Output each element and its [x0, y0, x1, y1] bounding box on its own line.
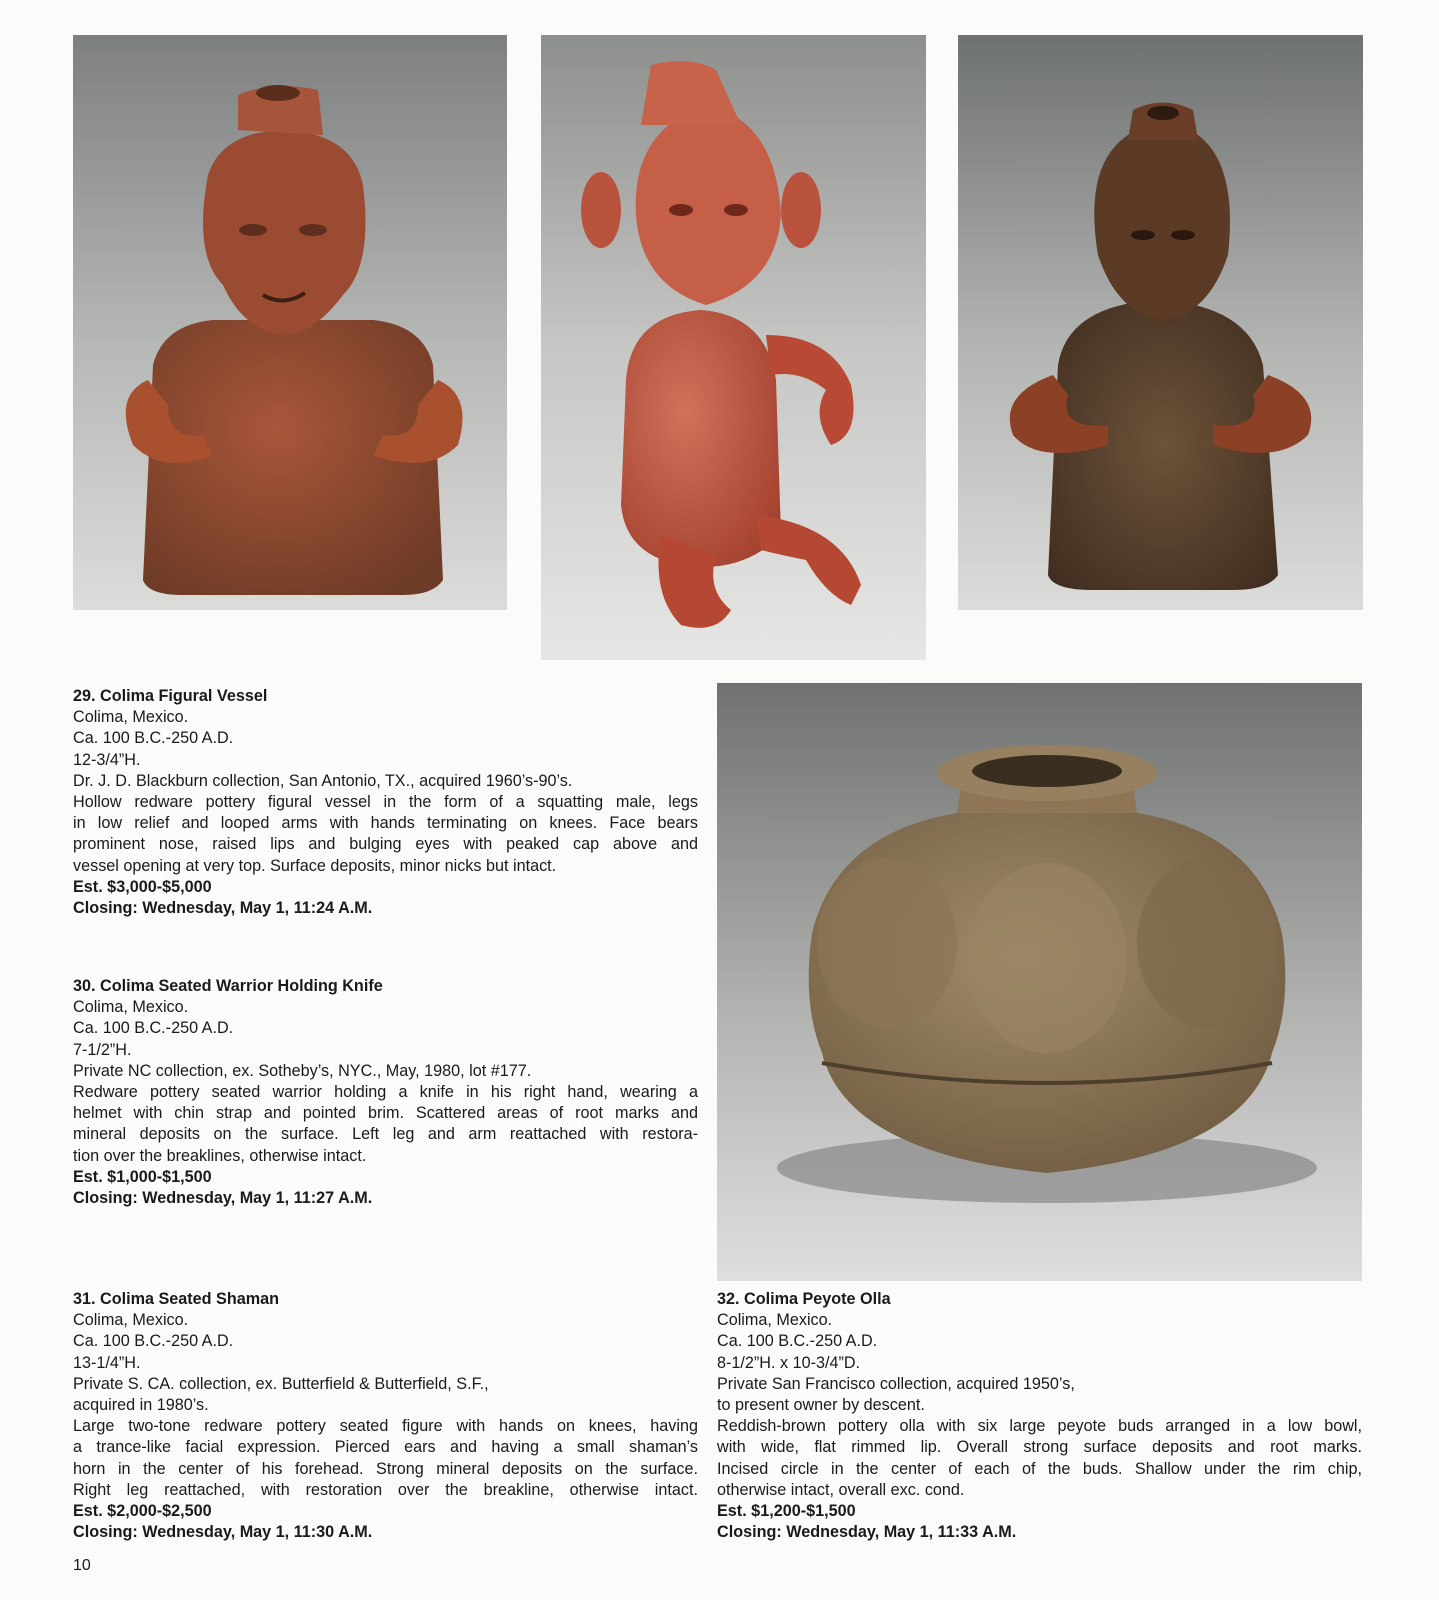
- lot-title: 32. Colima Peyote Olla: [717, 1290, 891, 1308]
- lot-provenance: Dr. J. D. Blackburn collection, San Antonio, TX., acquired 1960’s-90’s.: [73, 771, 573, 790]
- lot-provenance: Private S. CA. collection, ex. Butterfield & Butterfield, S.F.,: [73, 1374, 489, 1393]
- lot-30-photo: [541, 35, 926, 660]
- lot-description-line: Incised circle in the center of each of the buds. Shallow under the rim chip,: [717, 1459, 1362, 1478]
- lot-closing: Closing: Wednesday, May 1, 11:27 A.M.: [73, 1189, 373, 1208]
- lot-description-line: with wide, flat rimmed lip. Overall strong surface deposits and root marks.: [717, 1438, 1362, 1457]
- lot-origin: Colima, Mexico.: [73, 708, 189, 727]
- lot-description-line: mineral deposits on the surface. Left leg and arm reattached with restora-: [73, 1125, 698, 1144]
- lot-30: [73, 976, 698, 1209]
- lot-description-line: Redware pottery seated warrior holding a knife in his right hand, wearing a: [73, 1083, 698, 1102]
- lot-estimate: Est. $3,000-$5,000: [73, 877, 212, 896]
- page-number: 10: [73, 1557, 91, 1574]
- lot-dimensions: 7-1/2”H.: [73, 1040, 132, 1059]
- lot-origin: Colima, Mexico.: [73, 998, 189, 1017]
- lot-32-photo: [717, 683, 1362, 1281]
- lot-description-line: Right leg reattached, with restoration over the breakline, otherwise intact.: [73, 1480, 698, 1499]
- lot-provenance: to present owner by descent.: [717, 1396, 925, 1415]
- lot-estimate: Est. $1,200-$1,500: [717, 1502, 856, 1521]
- lot-dimensions: 12-3/4”H.: [73, 750, 141, 769]
- lot-description-line: tion over the breaklines, otherwise intact.: [73, 1146, 367, 1165]
- lot-provenance: acquired in 1980’s.: [73, 1396, 209, 1415]
- lot-estimate: Est. $1,000-$1,500: [73, 1167, 212, 1186]
- lot-date: Ca. 100 B.C.-250 A.D.: [73, 729, 234, 748]
- lot-description-line: Hollow redware pottery figural vessel in the form of a squatting male, legs: [73, 793, 698, 812]
- lot-description-line: a trance-like facial expression. Pierced ears and having a small shaman’s: [73, 1438, 698, 1457]
- lot-description-line: otherwise intact, overall exc. cond.: [717, 1480, 965, 1499]
- lot-provenance: Private NC collection, ex. Sotheby’s, NYC., May, 1980, lot #177.: [73, 1061, 532, 1080]
- lot-date: Ca. 100 B.C.-250 A.D.: [73, 1332, 234, 1351]
- lot-description-line: vessel opening at very top. Surface deposits, minor nicks but intact.: [73, 856, 557, 875]
- lot-title: 31. Colima Seated Shaman: [73, 1290, 280, 1308]
- lot-dimensions: 13-1/4”H.: [73, 1353, 141, 1372]
- lot-origin: Colima, Mexico.: [717, 1311, 833, 1330]
- lot-estimate: Est. $2,000-$2,500: [73, 1502, 212, 1521]
- lot-origin: Colima, Mexico.: [73, 1311, 189, 1330]
- lot-date: Ca. 100 B.C.-250 A.D.: [717, 1332, 878, 1351]
- lot-29: [73, 686, 698, 919]
- lot-29-photo: [73, 35, 507, 610]
- lot-date: Ca. 100 B.C.-250 A.D.: [73, 1019, 234, 1038]
- lot-31: [73, 1289, 698, 1543]
- lot-closing: Closing: Wednesday, May 1, 11:30 A.M.: [73, 1523, 373, 1542]
- lot-title: 29. Colima Figural Vessel: [73, 687, 268, 705]
- lot-description-line: Large two-tone redware pottery seated figure with hands on knees, having: [73, 1417, 698, 1436]
- lot-description-line: prominent nose, raised lips and bulging eyes with peaked cap above and: [73, 835, 698, 854]
- lot-description-line: Reddish-brown pottery olla with six large peyote buds arranged in a low bowl,: [717, 1417, 1362, 1436]
- lot-description-line: horn in the center of his forehead. Strong mineral deposits on the surface.: [73, 1459, 698, 1478]
- lot-description-line: helmet with chin strap and pointed brim. Scattered areas of root marks and: [73, 1104, 698, 1123]
- lot-31-photo: [958, 35, 1363, 610]
- lot-title: 30. Colima Seated Warrior Holding Knife: [73, 977, 383, 995]
- lot-closing: Closing: Wednesday, May 1, 11:24 A.M.: [73, 899, 373, 918]
- lot-32: [717, 1289, 1362, 1543]
- lot-description-line: in low relief and looped arms with hands terminating on knees. Face bears: [73, 814, 698, 833]
- lot-closing: Closing: Wednesday, May 1, 11:33 A.M.: [717, 1523, 1017, 1542]
- lot-provenance: Private San Francisco collection, acquired 1950’s,: [717, 1374, 1075, 1393]
- lot-dimensions: 8-1/2”H. x 10-3/4”D.: [717, 1353, 861, 1372]
